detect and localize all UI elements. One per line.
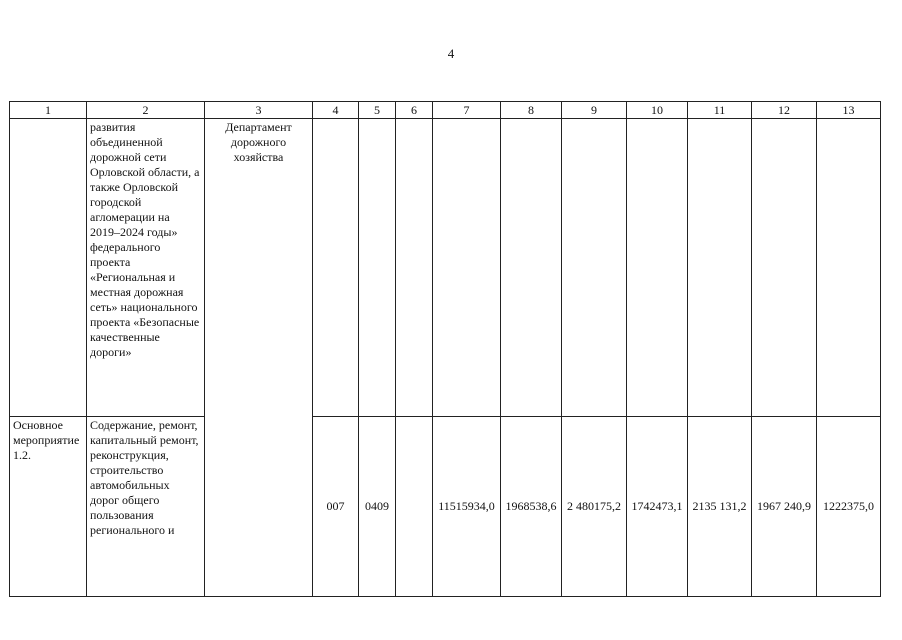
table-cell <box>627 119 688 417</box>
table-cell: 2 480175,2 <box>562 417 627 597</box>
table-cell <box>396 417 433 597</box>
table-cell <box>817 119 881 417</box>
table-row <box>10 417 881 597</box>
table-cell <box>359 119 396 417</box>
table-cell: 11515934,0 <box>433 417 501 597</box>
column-header: 7 <box>433 102 501 119</box>
table-cell: 007 <box>313 417 359 597</box>
column-header: 4 <box>313 102 359 119</box>
column-header: 12 <box>752 102 817 119</box>
table-cell: 0409 <box>359 417 396 597</box>
table-cell: Содержание, ремонт, капитальный ремонт, реконструкция, строительство автомобильных дорог общего пользования регионального и <box>87 417 205 597</box>
column-header: 3 <box>205 102 313 119</box>
table-cell <box>433 119 501 417</box>
table-cell <box>688 119 752 417</box>
header-row <box>10 102 881 119</box>
column-header: 11 <box>688 102 752 119</box>
table-cell: 1222375,0 <box>817 417 881 597</box>
table-cell <box>396 119 433 417</box>
column-header: 1 <box>10 102 87 119</box>
table-cell <box>10 119 87 417</box>
table-cell: 1967 240,9 <box>752 417 817 597</box>
table-cell: Департамент дорожного хозяйства <box>205 119 313 597</box>
column-header: 9 <box>562 102 627 119</box>
table-cell: 2135 131,2 <box>688 417 752 597</box>
data-table <box>9 101 881 597</box>
table-cell <box>313 119 359 417</box>
column-header: 2 <box>87 102 205 119</box>
column-header: 8 <box>501 102 562 119</box>
column-header: 13 <box>817 102 881 119</box>
table-cell: 1968538,6 <box>501 417 562 597</box>
table-cell: Основное мероприятие 1.2. <box>10 417 87 597</box>
column-header: 5 <box>359 102 396 119</box>
table-cell <box>752 119 817 417</box>
table-row <box>10 119 881 417</box>
table-cell: развития объединенной дорожной сети Орловской области, а также Орловской городской агломерации на 2019–2024 годы» федерального проекта «Региональная и местная дорожная сеть» национального проекта «Безопасные качественные дороги» <box>87 119 205 417</box>
table-cell <box>562 119 627 417</box>
column-header: 6 <box>396 102 433 119</box>
table-cell: 1742473,1 <box>627 417 688 597</box>
table-cell <box>501 119 562 417</box>
page-number: 4 <box>447 46 455 61</box>
column-header: 10 <box>627 102 688 119</box>
